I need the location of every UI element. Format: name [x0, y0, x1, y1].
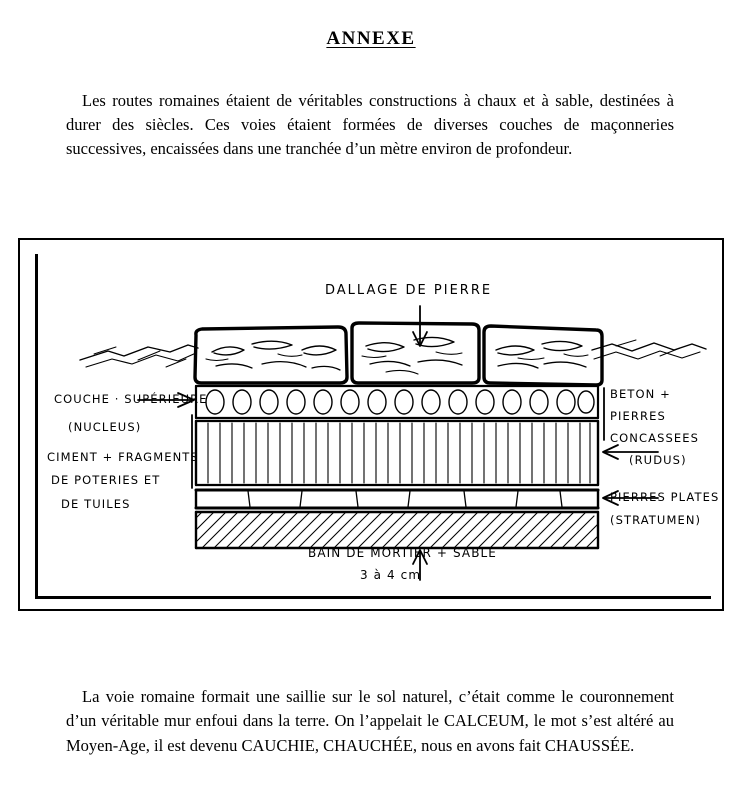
figure-label-de-tuiles: DE TUILES: [61, 497, 131, 511]
figure-label-thickness: 3 à 4 cm: [360, 568, 422, 582]
figure-label-concassees: CONCASSEES: [610, 431, 700, 445]
figure-label-bain-de-mortier-sable: BAIN DE MORTIER + SABLE: [308, 546, 497, 560]
figure-label-rudus: (RUDUS): [629, 453, 687, 467]
closing-paragraph: La voie romaine formait une saillie sur le sol naturel, c’était comme le couronnement d’un véritable mur enfoui dans la terre. On l’appelait le CALCEUM, le mot s’est altéré au Moyen-Age, il est devenu CAUCHIE, CHAUCHÉE, nous en avons fait CHAUSSÉE.: [66, 686, 674, 755]
figure-label-dallage-de-pierre: DALLAGE DE PIERRE: [325, 283, 493, 298]
figure-label-de-poteries-et: DE POTERIES ET: [51, 473, 161, 487]
figure-label-pierres: PIERRES: [610, 409, 666, 423]
figure-label-nucleus: (NUCLEUS): [68, 420, 142, 434]
figure-label-beton: BETON +: [610, 387, 671, 401]
page-title: ANNEXE: [326, 28, 416, 49]
figure-label-pierres-plates: PIERRES PLATES: [610, 490, 720, 504]
intro-paragraph: Les routes romaines étaient de véritables constructions à chaux et à sable, destinées à durer des siècles. Ces voies étaient formées de diverses couches de maçonneries successives, encaissées dans une tranchée d’un mètre environ de profondeur.: [66, 90, 674, 159]
figure-roman-road-cross-section: [18, 238, 724, 611]
figure-label-ciment-fragments: CIMENT + FRAGMENTS: [47, 450, 199, 464]
figure-label-stratumen: (STRATUMEN): [610, 513, 702, 527]
figure-label-couche-superieure: COUCHE · SUPÉRIEURE: [54, 392, 208, 406]
